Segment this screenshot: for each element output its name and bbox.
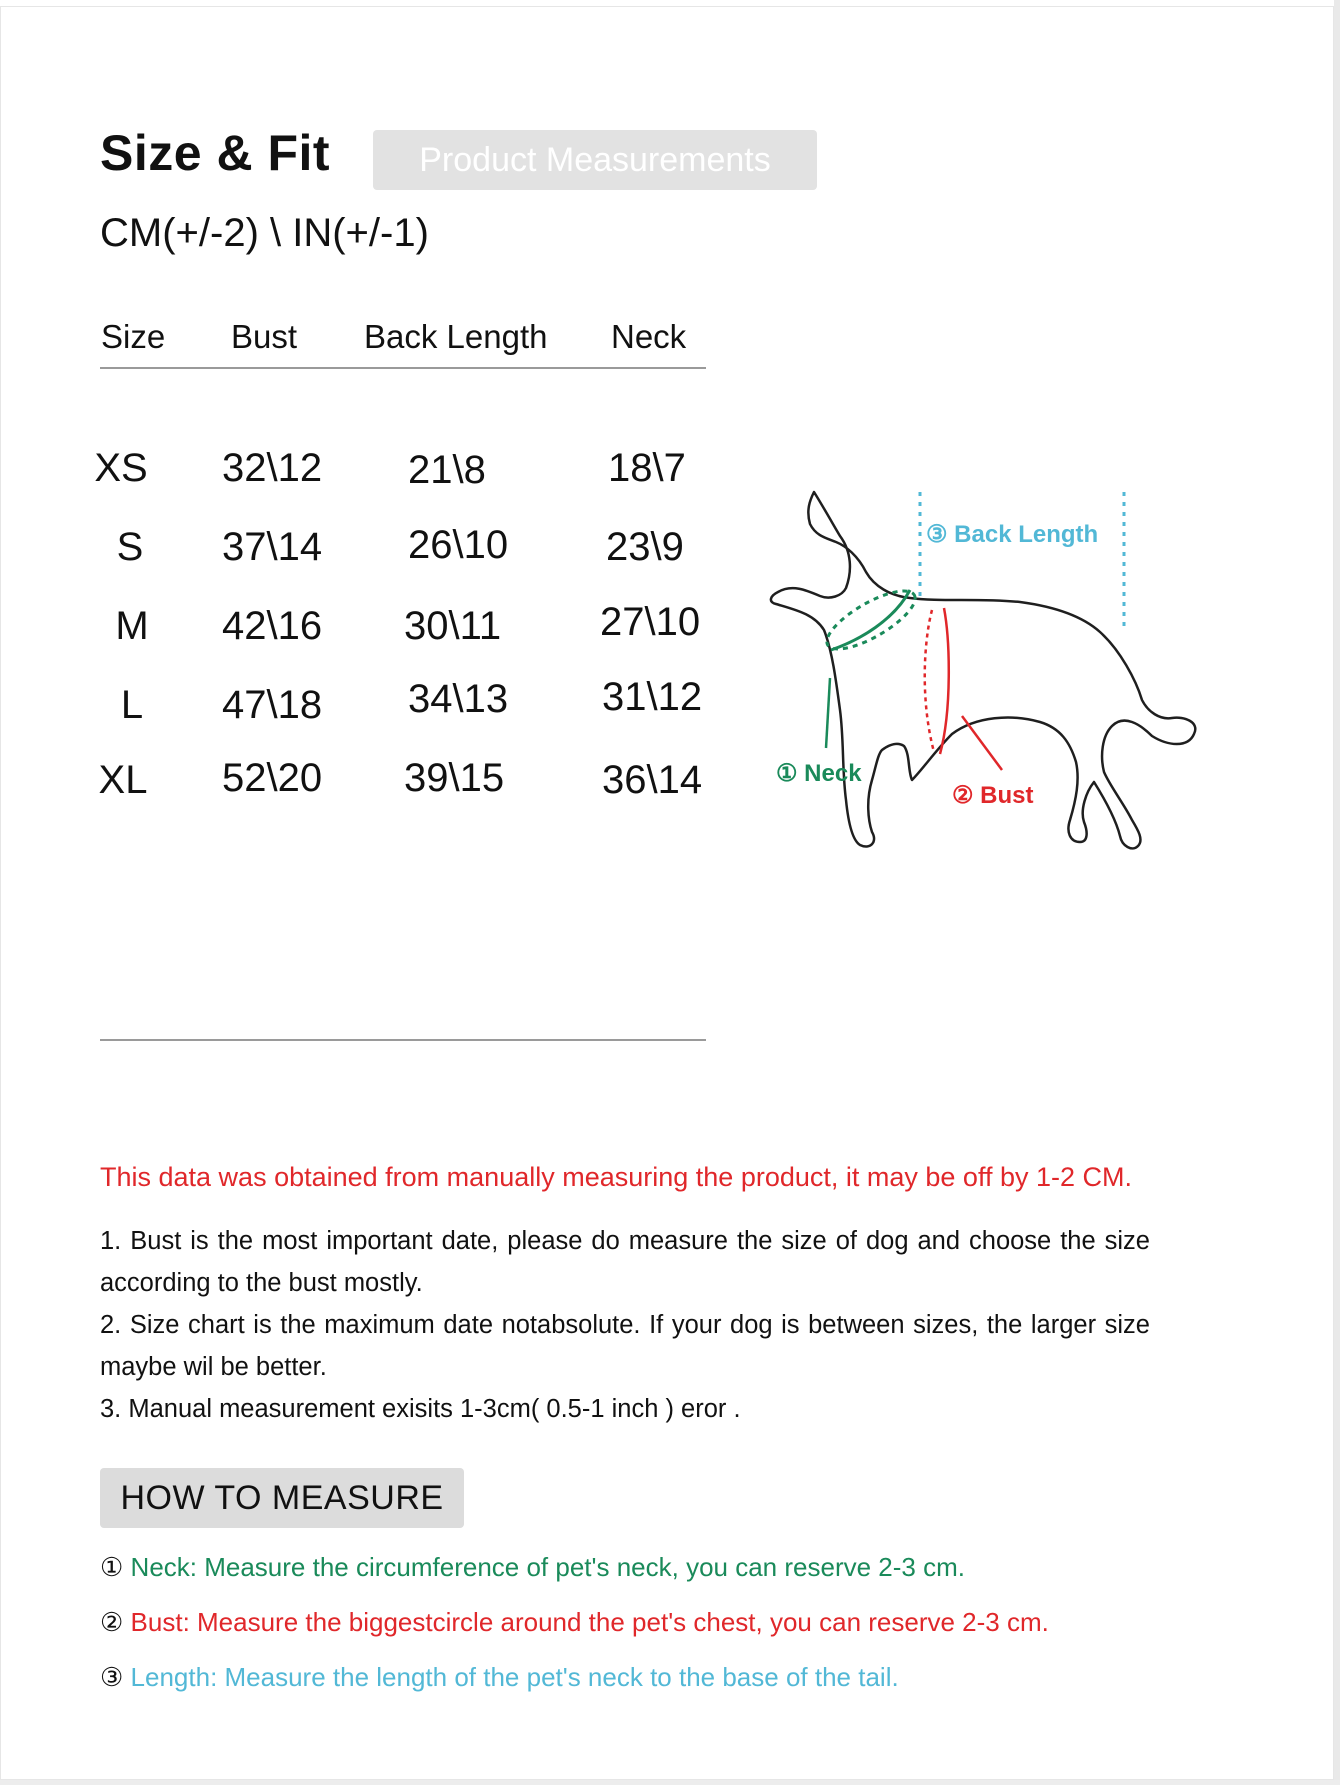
bust-band-marker xyxy=(925,610,934,752)
page-edge-right xyxy=(1334,0,1340,1785)
bust-band-front xyxy=(940,608,949,754)
step-number: ③ xyxy=(100,1662,124,1692)
size-cell: S xyxy=(116,525,144,569)
column-header-size: Size xyxy=(101,318,166,355)
note-item: 1. Bust is the most important date, please do measure the size of dog and choose the size according to the bust mostly. xyxy=(100,1227,1150,1297)
column-header-neck: Neck xyxy=(611,318,687,355)
neck-cell: 27\10 xyxy=(600,600,701,644)
size-cell: M xyxy=(115,604,149,648)
notes-list xyxy=(100,1220,1150,1430)
neck-pointer-line xyxy=(826,678,830,748)
step-number: ② xyxy=(100,1607,124,1637)
back-length-cell: 30\11 xyxy=(404,604,502,648)
neck-cell: 18\7 xyxy=(608,446,686,490)
step-text: Length: Measure the length of the pet's neck to the base of the tail. xyxy=(130,1662,899,1692)
size-cell: L xyxy=(120,683,144,727)
back-length-cell: 26\10 xyxy=(408,523,509,567)
step-length xyxy=(100,1662,899,1693)
column-header-back-length: Back Length xyxy=(364,318,548,355)
note-item: 2. Size chart is the maximum date notabsolute. If your dog is between sizes, the larger size maybe wil be better. xyxy=(100,1311,1150,1381)
bust-cell: 52\20 xyxy=(222,756,323,800)
neck-cell: 23\9 xyxy=(606,525,684,569)
bust-cell: 32\12 xyxy=(222,446,323,490)
dog-measurement-diagram xyxy=(740,480,1200,860)
neck-label: ① Neck xyxy=(776,760,862,787)
units-label: CM(+/-2) \ IN(+/-1) xyxy=(100,211,429,255)
step-neck xyxy=(100,1552,965,1583)
back-length-cell: 39\15 xyxy=(404,756,505,800)
back-length-cell: 21\8 xyxy=(408,448,486,492)
neck-cell: 31\12 xyxy=(602,675,703,719)
page-edge-bottom xyxy=(0,1780,1340,1785)
bust-cell: 42\16 xyxy=(222,604,323,648)
bust-cell: 37\14 xyxy=(222,525,323,569)
back-length-label: ③ Back Length xyxy=(926,521,1099,548)
size-cell: XS xyxy=(94,446,148,490)
measurement-disclaimer: This data was obtained from manually measuring the product, it may be off by 1-2 CM. xyxy=(100,1162,1132,1192)
page-title: Size & Fit xyxy=(100,125,331,181)
step-text: Bust: Measure the biggestcircle around the pet's chest, you can reserve 2-3 cm. xyxy=(130,1607,1049,1637)
bust-label: ② Bust xyxy=(952,782,1034,809)
bust-pointer-line xyxy=(962,716,1002,770)
size-cell: XL xyxy=(98,758,148,802)
step-bust xyxy=(100,1607,1049,1638)
step-number: ① xyxy=(100,1552,124,1582)
table-bottom-rule xyxy=(100,1039,706,1041)
step-text: Neck: Measure the circumference of pet's neck, you can reserve 2-3 cm. xyxy=(130,1552,965,1582)
note-item: 3. Manual measurement exisits 1-3cm( 0.5-1 inch ) eror . xyxy=(100,1395,741,1423)
neck-cell: 36\14 xyxy=(602,758,703,802)
table-header-rule xyxy=(100,367,706,369)
bust-cell: 47\18 xyxy=(222,683,323,727)
column-header-bust: Bust xyxy=(231,318,298,355)
back-length-cell: 34\13 xyxy=(408,677,509,721)
product-measurements-badge: Product Measurements xyxy=(373,130,817,190)
how-to-measure-heading: HOW TO MEASURE xyxy=(100,1468,464,1528)
